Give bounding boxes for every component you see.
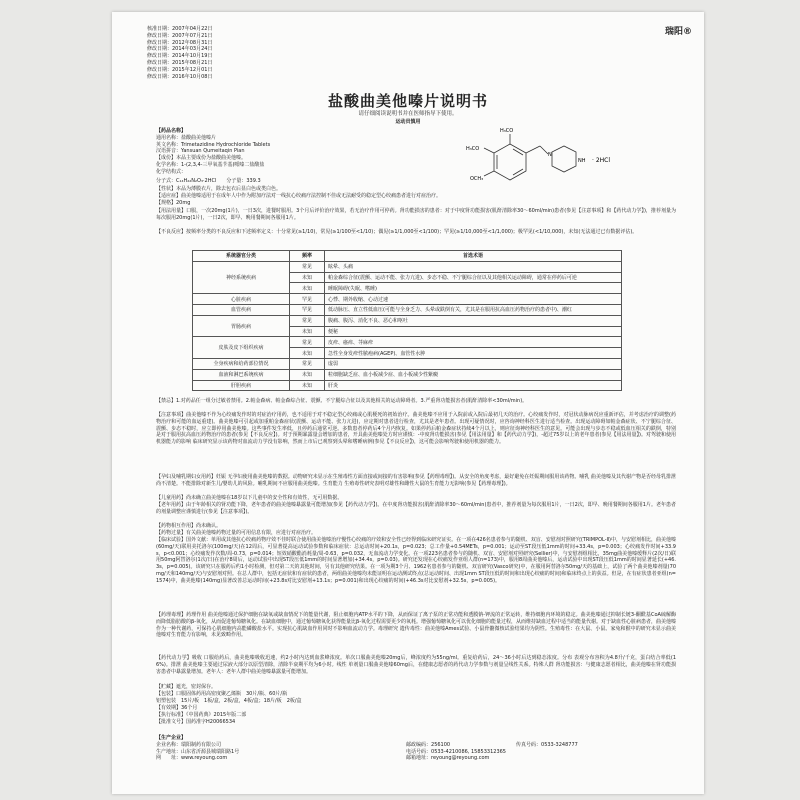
validity-section: 【有效期】36个月: [156, 705, 198, 711]
properties-block: [156, 186, 676, 206]
table-cell: 眩晕、头痛: [325, 261, 622, 272]
drug-info-line: 化学结构式：: [156, 168, 187, 175]
email-link[interactable]: reyoung@reyoung.com: [431, 755, 490, 762]
table-cell: 胃肠疾病: [193, 315, 290, 337]
package-section: 【包装】口服固体药用高密度聚乙烯瓶 30片/瓶、60片/瓶 铝塑包装 15片/板 1板/盒，2板/盒，4板/盒；18片/板 2板/盒: [156, 691, 302, 704]
methoxy-label: H₃CO: [466, 146, 480, 152]
table-cell: 皮肤及皮下组织疾病: [193, 337, 290, 359]
fax-value: 0533-3248777: [541, 741, 578, 748]
revision-date: 修改日期：2012年08月31日: [147, 39, 213, 46]
table-cell: 全身疾病和给药部位情况: [193, 358, 290, 369]
spec-line: 【规格】20mg: [156, 199, 191, 206]
athlete-warning: 运动员慎用: [395, 119, 421, 125]
address-value: 山东省沂源县城瑞阳路1号: [181, 748, 240, 755]
revision-date: 修改日期：2007年07月21日: [147, 32, 213, 39]
table-cell: 罕见: [290, 294, 325, 305]
revision-date: 核准日期：2007年04月22日: [147, 26, 213, 32]
table-cell: 血液和淋巴系统疾病: [193, 369, 290, 380]
drug-info-line: 化学名称：1-(2,3,4-三甲氧基苄基)哌嗪二盐酸盐: [156, 161, 265, 168]
overdose-section: 【药物过量】有关曲美他嗪药物过量的可用信息有限，应进行对症治疗。: [156, 530, 317, 536]
table-row: [193, 304, 622, 315]
column-header: 频率: [290, 251, 325, 262]
table-cell: 未知: [290, 380, 325, 391]
precautions-section: 【注意事项】曲美他嗪不作为心绞痛发作时的对症治疗用药，也不适用于对不稳定型心绞痛或心肌梗死的初始治疗。曲美他嗪不应用于入院前或入院后最初几天的治疗。心绞痛发作时，对冠状动脉病况应重新评估，并考虑治疗的调整(药物治疗和可能的血运重建)。曲美他嗪可引起或加重帕金森症状(震颤、运动不能、张力亢进)，应定期对患者进行检查，尤其是老年患者。出现可疑情况时，应咨询神经科医生进行适当检查。出现运动障碍如帕金森症状、不宁腿综合征、震颤、步态不稳时，应立即停用曲美他嗪。这些事件发生率低，且停药后通常可逆。多数患者停药后4个月内恢复。如果停药后帕金森症状持续4个月以上，则应征询神经科医生的意见。可能会出现与步态不稳或低血压相关的跌倒，特别是对于服用抗高血压药物治疗的患者(参见【不良反应】)。对于预期暴露量会增加的患者，开具曲美他嗪处方时应谨慎：-中度肾功能损害(参见【用法用量】和【药代动力学】)，-超过75岁以上的老年患者(参见【用法用量】)。对驾驶和使用机器能力的影响 临床研究显示该药物对血流动力学没有影响，然而上市后已观察到头晕和嗜睡病例(参见【不良反应】)，这可能会影响驾驶和使用机器的能力。: [156, 412, 676, 446]
email-label: 邮箱地址：: [406, 755, 432, 762]
table-cell: 肝胆疾病: [193, 380, 290, 391]
postcode-label: 邮政编码：: [406, 741, 432, 748]
table-cell: 低动脉压、直立性低血压(可能与全身乏力、头晕或跌倒有关，尤其是在服用抗高血压药物治疗的患者中)、潮红: [325, 304, 622, 315]
table-row: [193, 315, 622, 326]
table-cell: 腹痛、腹泻、消化不良、恶心和呕吐: [325, 315, 622, 326]
table-cell: 常见: [290, 337, 325, 348]
adverse-intro: 【不良反应】按频率分类的不良反应和下述频率定义：十分常见(≥1/10)，常见(≥1/100至<1/10)；偶见(≥1/1,000至<1/100)；罕见(≥1/10,000至<1/1,000)；极罕见(<1/10,000)，未知(无法通过已有数据评估)。: [156, 229, 638, 235]
manufacturer-header: 【生产企业】: [156, 735, 187, 741]
table-cell: 常见: [290, 261, 325, 272]
table-cell: 罕见: [290, 304, 325, 315]
drug-info-block: [156, 128, 436, 176]
brand-logo: 瑞阳®: [664, 27, 692, 37]
leaflet-sheet: [112, 12, 704, 794]
table-cell: 皮疹、瘙痒、荨麻疹: [325, 337, 622, 348]
table-cell: 粒细胞缺乏症、血小板减少症、血小板减少性紫癜: [325, 369, 622, 380]
website-label: 网 址：: [156, 755, 182, 762]
revision-dates: [147, 26, 297, 80]
usage-section: 【用法用量】口服，一次20mg(1片)，一日3次，进餐时服用。3个月后评价治疗效果，若无治疗作用可停药。肾功能损害的患者：对于中度肾功能损害(肌酐清除率30～60ml/min)患者(参见【注意事项】和【药代动力学】)，推荐剂量为每次服用20mg(1片)，一日2次，即早、晚用餐期间各服用1片。: [156, 208, 676, 221]
company-name: 瑞阳制药有限公司: [181, 741, 222, 748]
table-row: [193, 369, 622, 380]
table-cell: 未知: [290, 326, 325, 337]
table-row: [193, 380, 622, 391]
table-cell: 睡眠障碍(失眠、嗜睡): [325, 283, 622, 294]
svg-text:N: N: [548, 152, 552, 158]
children-section: 【儿童用药】尚未确立曲美他嗪在18岁以下儿童中的安全性和有效性，无可用数据。: [156, 495, 343, 501]
pregnancy-section: 【孕妇及哺乳期妇女用药】妊娠 无孕妇使用曲美他嗪的数据。动物研究未显示在生殖毒性方面直接或间接的有害影响(参见【药理毒理】)。从安全的角度考虑，最好避免在妊娠期间服用该药物。哺乳 曲美他嗪及其代谢产物是否经母乳排泄尚不清楚。不能排除对新生儿/婴幼儿的风险。哺乳期间不应服用曲美他嗪。生育能力 生殖毒性研究表明对雄性和雌性大鼠的生育能力无影响(参见【药理毒理】)。: [156, 474, 676, 487]
clinical-trials-section: 【临床试验】国外文献：单用或其他抗心绞痛药物疗效不佳时联合使用曲美他嗪治疗慢性心绞痛的疗效和安全性已经得到临床研究证实。在一项在426名患者参与的随机、双盲、安慰剂对照研究(TRIMPOL-Ⅱ)中，与安慰剂相比，曲美他嗪(60mg/天)联用美托洛尔(100mg/天)在12周后，可显著提高运动试验参数和临床症状：总运动时间+20.1s，p=0.023；总工作量+0.54METs，p=0.001；运动至ST段压低1mm的时间+33.4s，p=0.003；心绞痛发作时间+33.9s，p<0.001；心绞痛发作次数/周-0.73，p=0.014；短效硝酸酯消耗量/周-0.63，p=0.032，无血流动力学变化。在一项223名患者参与的随机、双盲、安慰剂对照研究(Sellier)中，与安慰剂组相比，35mg曲美他嗪缓释片(2次/日)联用50mg阿替洛尔(1次/日)在治疗8周后，运动试验中出现ST段压低1mm的时间显著增加(+34.4s，p=0.03)。研究还发现在心绞痛发作亚组人群(n=173)中，服用8周曲美他嗪后，运动试验中出现ST段压低1mm的时间显著延长(+46.3s，p=0.005)。该研究只在服药后约1小时检测，但对第二天的其他时间，另有其他研究结果。在一项为期3个月、1962名患者参与的随机、双盲研究(Vasco研究)中，在服用阿替洛尔50mg/天的基础上，试验了两个曲美他嗪剂量(70mg/天和140mg/天)与安慰剂对照。在总人群中，包括无症状和有症状的患者，两组曲美他嗪均未能证明在运动测试终点(总运动时间、出现1mm ST段压低的时间和出现心绞痛的时间)和临床终点上的获益。但是，在有症状患者亚组(n=1574)中，曲美他嗪(140mg)显著改善总运动时间(+23.8s对比安慰剂+13.1s；p=0.001)和出现心绞痛的时间(+46.3s对比安慰剂+32.5s，p=0.005)。: [156, 537, 676, 584]
contraindications-section: 【禁忌】1.对药品任一组分过敏者禁用。2.帕金森病、帕金森综合征、震颤、不宁腿综合征以及其他相关的运动障碍者。3.严重肾功能损害者(肌酐清除率<30ml/min)。: [156, 398, 528, 404]
document-title: 盐酸曲美他嗪片说明书: [327, 92, 488, 110]
amine-label: NH: [578, 158, 586, 164]
table-row: [193, 261, 622, 272]
adverse-reactions-table: [192, 250, 622, 391]
pharmacology-section: 【药理毒理】药理作用 曲美他嗪通过保护细胞在缺氧或缺血情况下的能量代谢，阻止细胞内ATP水平的下降，从而保证了离子泵的正常功能和透膜钠-钾流的正常运转，维持细胞内环境的稳定。曲美他嗪通过抑制长链3-酮酰基CoA硫解酶而降低脂肪酸的β-氧化，从而促进葡萄糖氧化。在缺血细胞中，通过葡萄糖氧化获得能量比β-氧化过程需要更少的氧耗。增强葡萄糖氧化可以优化细胞的能量过程，从而维持缺血过程中适当的能量代谢。对于缺血性心脏病患者，曲美他嗪作为一种代谢药，可保持心肌细胞内高能磷酸盐水平。实现抗心肌缺血作用同时不影响血流动力学。毒理研究 遗传毒性：曲美他嗪Ames试验、小鼠骨髓微核试验结果均为阴性。生殖毒性：在大鼠、小鼠、家兔和猴中的研究未显示曲美他嗪对生育能力有影响，未见致畸作用。: [156, 612, 677, 639]
table-row: [193, 294, 622, 305]
table-cell: 未知: [290, 348, 325, 359]
methoxy-label: H₃CO: [500, 128, 514, 134]
table-cell: 未知: [290, 283, 325, 294]
table-cell: 血管疾病: [193, 304, 290, 315]
table-cell: 肝炎: [325, 380, 622, 391]
properties-line: 【性状】本品为薄膜衣片，除去包衣后显白色或类白色。: [156, 186, 282, 192]
salt-label: · 2HCl: [592, 157, 610, 164]
table-cell: 急性全身发疹性脓疱病(AGEP)、血管性水肿: [325, 348, 622, 359]
phone-label: 电话号码：: [406, 748, 432, 755]
drug-info-line: 英文名称：Trimetazidine Hydrochloride Tablets: [156, 141, 271, 148]
postcode-value: 256100: [431, 741, 451, 748]
revision-date: 修改日期：2014年10月19日: [147, 53, 213, 60]
elderly-section: 【老年用药】由于年龄相关的肾功能下降，老年患者的曲美他嗪暴露量可能增加(参见【药代动力学】)。在中度肾功能损害(肌酐清除率30～60ml/min)患者中，推荐剂量为每次服用1片，一日2次，即早、晚用餐期间各服用1片。老年患者的剂量调整应谨慎进行(参见【注意事项】)。: [156, 502, 676, 515]
company-label: 企业名称：: [156, 741, 182, 748]
revision-date: 修改日期：2014年03月24日: [147, 46, 213, 53]
table-cell: 未知: [290, 369, 325, 380]
website-link[interactable]: www.reyoung.com: [181, 755, 228, 762]
table-cell: 心脏疾病: [193, 294, 290, 305]
manufacturer-block: [156, 735, 676, 762]
standard-section: 【执行标准】《中国药典》2015年版二部: [156, 712, 247, 718]
storage-section: 【贮藏】遮光，密封保存。: [156, 684, 217, 690]
table-cell: 常见: [290, 358, 325, 369]
methoxy-label: OCH₃: [470, 176, 484, 182]
table-header-row: [193, 251, 622, 262]
drug-info-line: 通用名称：盐酸曲美他嗪片: [156, 134, 217, 141]
revision-date: 修改日期：2015年08月21日: [147, 59, 213, 66]
indication-line: 【适应症】曲美他嗪适用于在成年人中作为附加疗法对一线抗心绞痛疗法控制不佳或无法耐受的稳定型心绞痛患者进行对症治疗。: [156, 192, 442, 199]
pharmacokinetics-section: 【药代动力学】吸收 口服给药后，曲美他嗪吸收迅速，约2小时内达到血浆峰浓度。单次口服曲美他嗪20mg后，峰浓度约为55ng/ml。重复给药后，24～36小时后达到稳态浓度。分布 表观分布容积为4.8升/千克，蛋白结合率低(16%)。排泄 曲美他嗪主要通过尿液大部分以原型清除，清除半衰期平均为6小时。线性 单剂量口服曲美他嗪60mg后，在健康志愿者的药代动力学参数与剂量呈线性关系。特殊人群 肾功能损害：与健康志愿者相比，曲美他嗪在肾功能损害患者中暴露量增加。老年人：老年人群中曲美他嗪暴露量可能增加。: [156, 655, 676, 675]
table-cell: 未知: [290, 272, 325, 283]
column-header: 系统器官分类: [193, 251, 290, 262]
table-cell: 心悸、期外收缩、心动过速: [325, 294, 622, 305]
drug-info-line: 【成份】本品主要成份为盐酸曲美他嗪。: [156, 155, 247, 162]
table-cell: 神经系统疾病: [193, 261, 290, 293]
table-row: [193, 337, 622, 348]
table-cell: 常见: [290, 315, 325, 326]
column-header: 首选术语: [325, 251, 622, 262]
revision-date: 修改日期：2016年10月08日: [147, 73, 213, 80]
drug-info-line: 汉语拼音：Yansuan Qumeitaqin Pian: [156, 148, 245, 155]
approval-section: 【批准文号】国药准字H20066534: [156, 719, 236, 725]
table-cell: 虚弱: [325, 358, 622, 369]
address-label: 生产地址：: [156, 748, 182, 755]
document-subtitle: 请仔细阅读说明书并在医师指导下使用。: [358, 111, 458, 117]
table-cell: 便秘: [325, 326, 622, 337]
formula-line: 分子式：C₁₄H₂₂N₂O₃·2HCl 分子量：339.3: [156, 178, 261, 184]
table-cell: 帕金森综合征(震颤、运动不能、张力亢进)、步态不稳、不宁腿综合征以及其他相关运动障碍，通常在停药后可逆: [325, 272, 622, 283]
interactions-section: 【药物相互作用】尚未确认。: [156, 523, 222, 529]
drug-info-line: 【药品名称】: [156, 128, 187, 134]
fax-label: 传真号码：: [516, 741, 542, 748]
table-row: [193, 358, 622, 369]
phone-value: 0533-4210086, 15853312365: [431, 748, 506, 755]
revision-date: 修改日期：2015年12月01日: [147, 66, 213, 73]
